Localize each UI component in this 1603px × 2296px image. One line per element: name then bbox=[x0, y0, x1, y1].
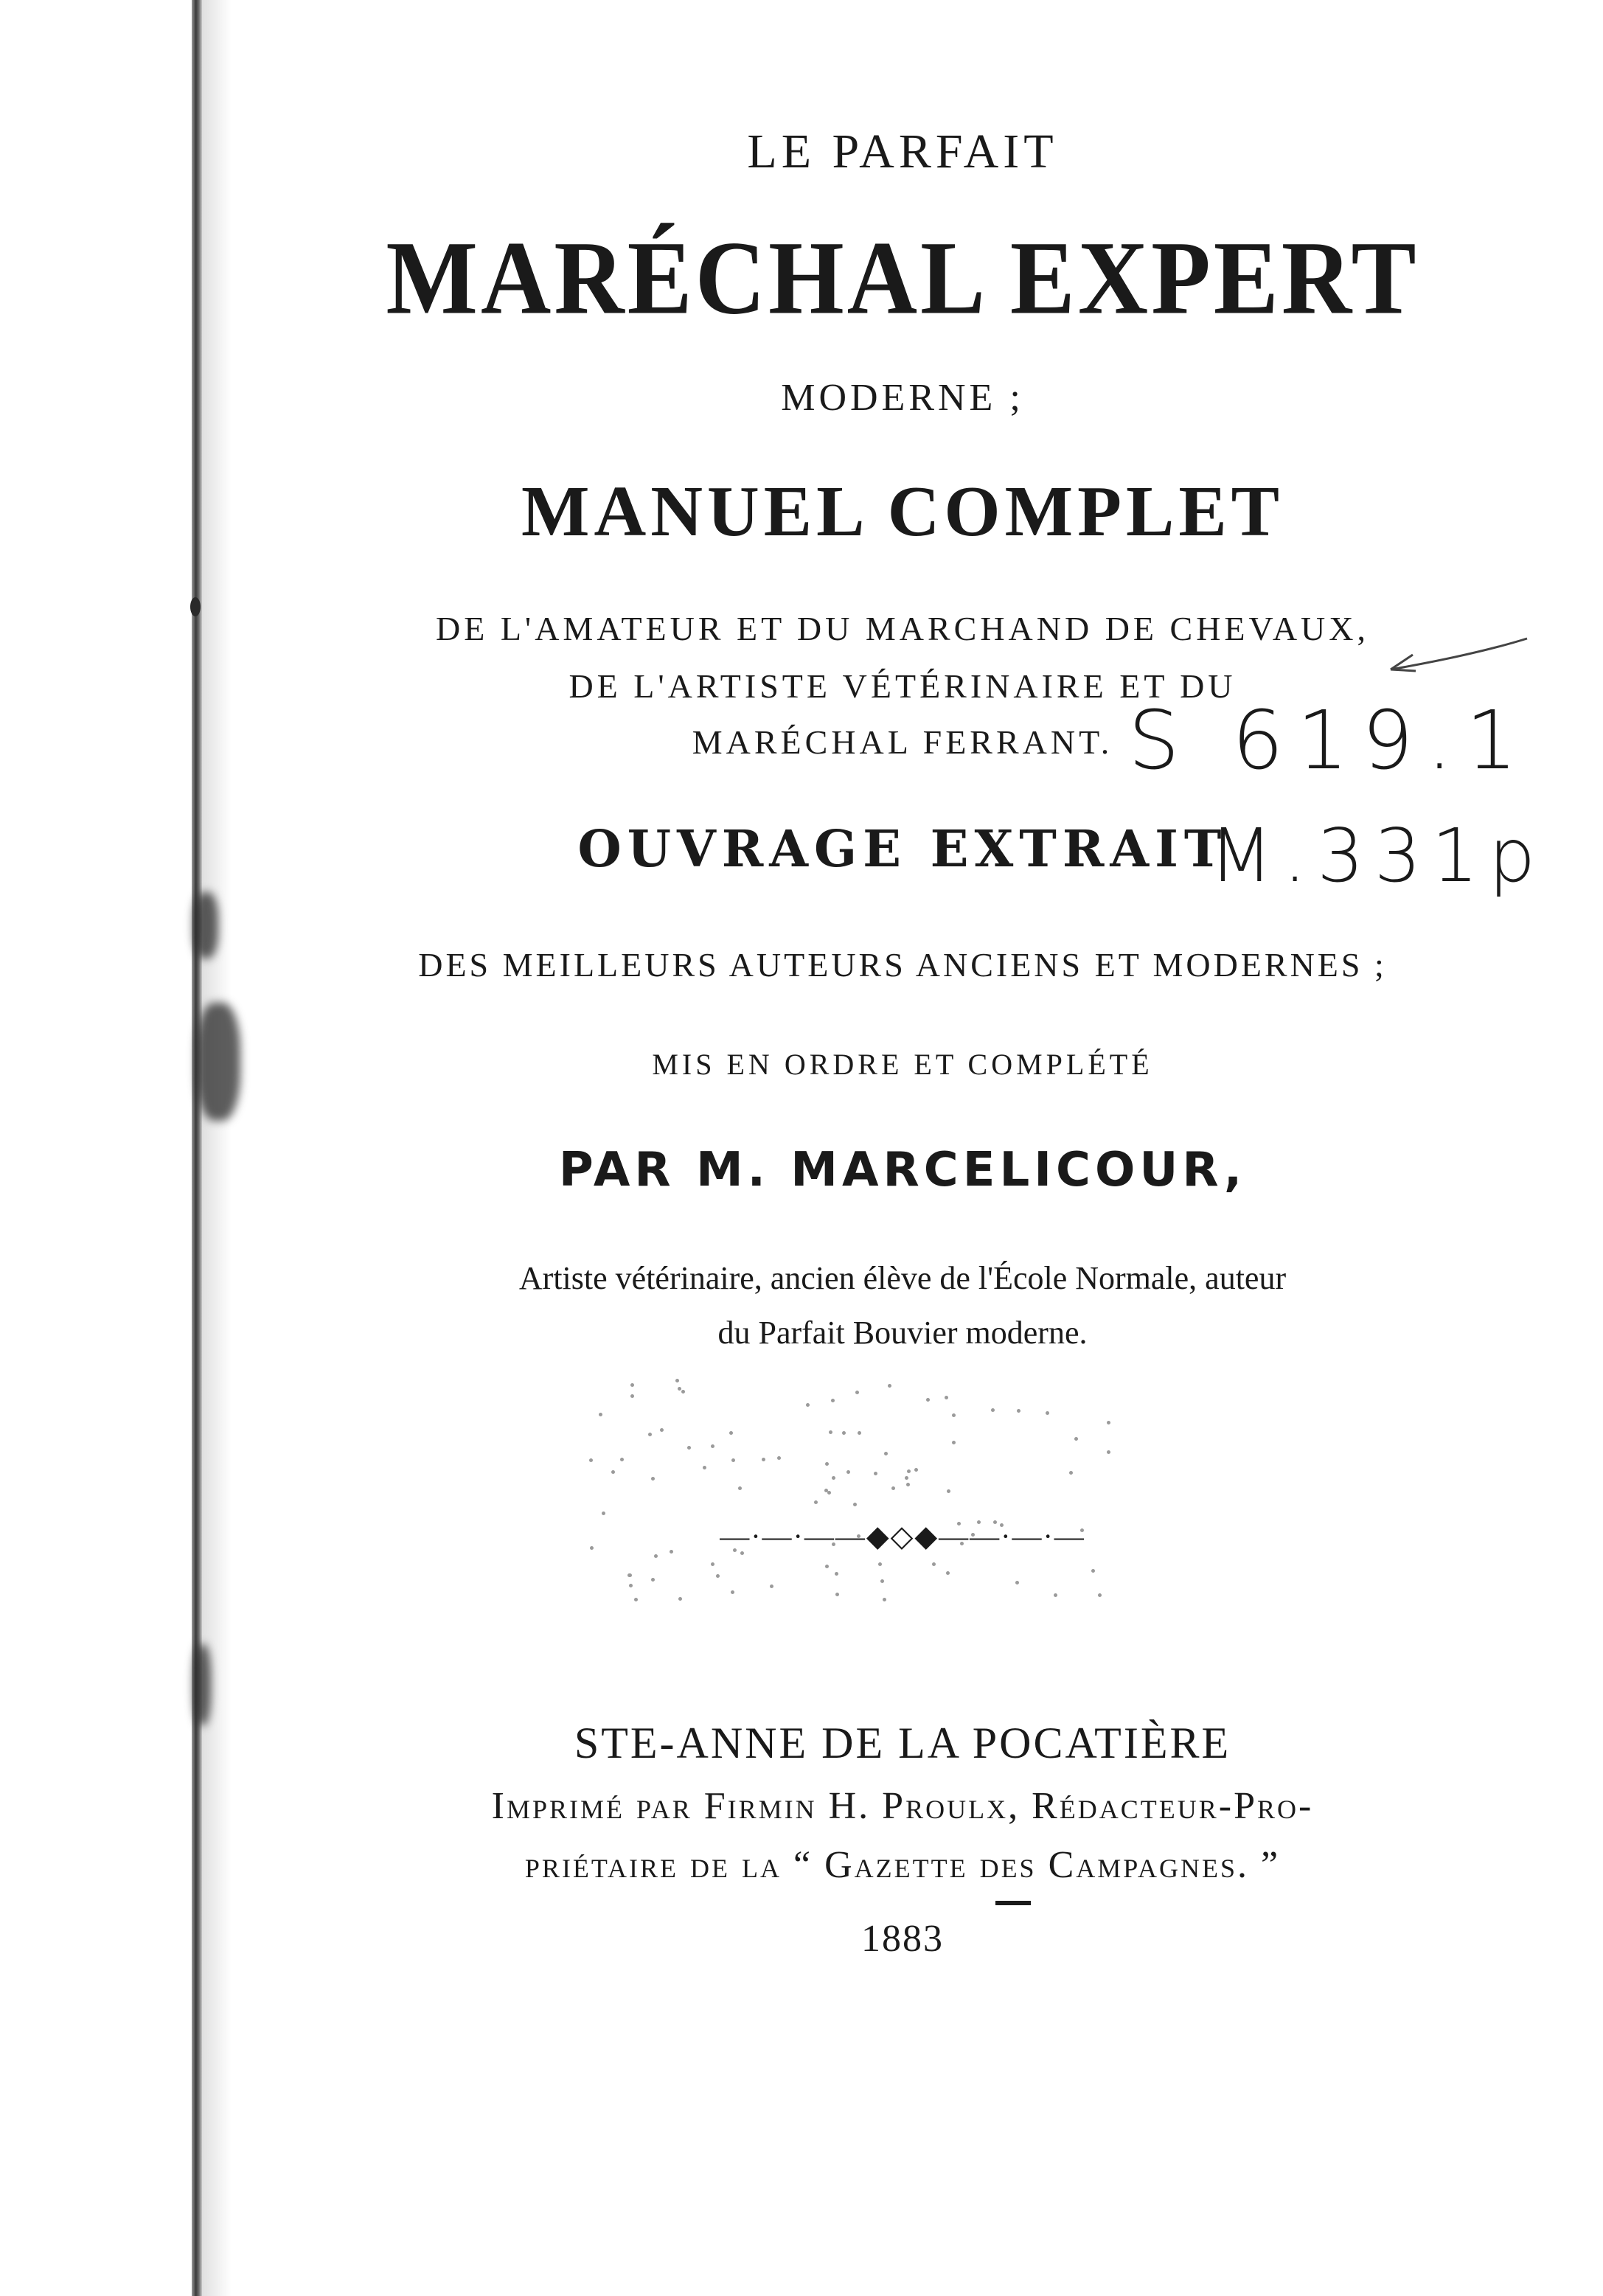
binding-fold bbox=[192, 0, 202, 2296]
perforation-dot bbox=[905, 1476, 908, 1480]
perforation-dot bbox=[907, 1469, 911, 1473]
author-credentials-1: Artiste vétérinaire, ancien élève de l'École Normale, auteur bbox=[518, 1260, 1287, 1296]
perforation-dot bbox=[946, 1571, 950, 1575]
audience-line-3: MARÉCHAL FERRANT. bbox=[692, 723, 1113, 761]
perforation-dot bbox=[952, 1413, 956, 1417]
perforation-dot bbox=[687, 1446, 691, 1450]
library-stamp-perforation bbox=[585, 1379, 1146, 1615]
perforation-dot bbox=[716, 1574, 720, 1578]
perforation-dot bbox=[883, 1598, 886, 1601]
perforation-dot bbox=[827, 1491, 831, 1495]
title-main: MARÉCHAL EXPERT bbox=[386, 219, 1419, 336]
perforation-dot bbox=[991, 1408, 995, 1412]
perforation-dot bbox=[1107, 1421, 1110, 1424]
perforation-dot bbox=[703, 1466, 706, 1469]
imprint-printer-2: priétaire de la “ Gazette des Campagnes. ” bbox=[524, 1844, 1281, 1886]
printer-ornament: —·—·——◆◇◆——·—·— bbox=[720, 1520, 1085, 1553]
perforation-dot bbox=[1091, 1569, 1095, 1573]
handwritten-call-number-2: M.331p bbox=[1209, 813, 1546, 899]
perforation-dot bbox=[599, 1413, 602, 1416]
perforation-dot bbox=[627, 1573, 631, 1577]
perforation-dot bbox=[884, 1452, 888, 1455]
perforation-dot bbox=[858, 1431, 861, 1435]
perforation-dot bbox=[945, 1396, 948, 1399]
perforation-dot bbox=[630, 1383, 634, 1387]
perforation-dot bbox=[914, 1468, 918, 1472]
perforation-dot bbox=[853, 1503, 857, 1506]
perforation-dot bbox=[824, 1489, 828, 1492]
imprint-place: STE-ANNE DE LA POCATIÈRE bbox=[574, 1719, 1231, 1767]
audience-line-2: DE L'ARTISTE VÉTÉRINAIRE ET DU bbox=[568, 667, 1237, 705]
perforation-dot bbox=[874, 1472, 877, 1475]
perforation-dot bbox=[814, 1500, 818, 1504]
perforation-dot bbox=[880, 1579, 884, 1583]
perforation-dot bbox=[878, 1562, 882, 1566]
perforation-dot bbox=[654, 1554, 658, 1558]
ink-mark bbox=[190, 597, 201, 616]
perforation-dot bbox=[806, 1403, 810, 1407]
perforation-dot bbox=[1074, 1437, 1078, 1441]
perforation-dot bbox=[648, 1433, 652, 1436]
perforation-dot bbox=[832, 1476, 835, 1480]
perforation-dot bbox=[932, 1562, 936, 1566]
title-page bbox=[202, 0, 1603, 2296]
author-line: PAR M. MARCELICOUR, bbox=[558, 1143, 1247, 1197]
perforation-dot bbox=[1098, 1593, 1102, 1597]
perforation-dot bbox=[926, 1398, 930, 1402]
perforation-dot bbox=[1054, 1593, 1057, 1597]
edited-line: MIS EN ORDRE ET COMPLÉTÉ bbox=[652, 1048, 1153, 1081]
handwritten-call-number-1: S 619.1 bbox=[1128, 693, 1531, 787]
imprint-printer-1: Imprimé par Firmin H. Proulx, Rédacteur-Pro- bbox=[491, 1785, 1314, 1827]
perforation-dot bbox=[846, 1470, 850, 1474]
perforation-dot bbox=[829, 1430, 832, 1434]
perforation-dot bbox=[681, 1390, 685, 1394]
author-credentials-2: du Parfait Bouvier moderne. bbox=[717, 1315, 1088, 1351]
perforation-dot bbox=[678, 1387, 681, 1391]
perforation-dot bbox=[620, 1458, 624, 1461]
perforation-dot bbox=[777, 1456, 781, 1460]
perforation-dot bbox=[952, 1441, 956, 1444]
perforation-dot bbox=[611, 1470, 615, 1474]
perforation-dot bbox=[731, 1590, 734, 1594]
perforation-dot bbox=[835, 1572, 838, 1576]
perforation-dot bbox=[762, 1458, 765, 1461]
perforation-dot bbox=[855, 1391, 859, 1394]
perforation-dot bbox=[678, 1597, 682, 1601]
sources-line: DES MEILLEURS AUTEURS ANCIENS ET MODERNES ; bbox=[418, 946, 1387, 984]
handwritten-arrow bbox=[1383, 633, 1531, 677]
perforation-dot bbox=[629, 1584, 633, 1587]
perforation-dot bbox=[825, 1462, 829, 1466]
imprint-rule bbox=[995, 1901, 1031, 1905]
perforation-dot bbox=[825, 1565, 829, 1568]
perforation-dot bbox=[660, 1428, 664, 1432]
audience-line-1: DE L'AMATEUR ET DU MARCHAND DE CHEVAUX, bbox=[436, 610, 1369, 647]
perforation-dot bbox=[602, 1511, 605, 1515]
perforation-dot bbox=[731, 1458, 735, 1462]
perforation-dot bbox=[711, 1562, 714, 1566]
perforation-dot bbox=[947, 1489, 950, 1493]
page-gutter bbox=[0, 0, 188, 2296]
perforation-dot bbox=[589, 1458, 593, 1462]
perforation-dot bbox=[906, 1483, 910, 1486]
perforation-dot bbox=[1015, 1581, 1019, 1584]
perforation-dot bbox=[651, 1477, 655, 1481]
perforation-dot bbox=[770, 1584, 773, 1588]
subtitle-manuel-complet: MANUEL COMPLET bbox=[521, 472, 1284, 552]
perforation-dot bbox=[888, 1384, 891, 1388]
perforation-dot bbox=[831, 1399, 835, 1402]
perforation-dot bbox=[891, 1486, 895, 1490]
perforation-dot bbox=[835, 1593, 839, 1596]
perforation-dot bbox=[675, 1379, 679, 1382]
perforation-dot bbox=[729, 1431, 733, 1435]
perforation-dot bbox=[1046, 1411, 1049, 1415]
perforation-dot bbox=[651, 1578, 655, 1582]
perforation-dot bbox=[1107, 1450, 1110, 1454]
perforation-dot bbox=[1069, 1471, 1073, 1475]
imprint-year: 1883 bbox=[861, 1918, 944, 1960]
perforation-dot bbox=[711, 1444, 714, 1448]
perforation-dot bbox=[1017, 1409, 1020, 1413]
perforation-dot bbox=[634, 1598, 638, 1601]
perforation-dot bbox=[738, 1486, 742, 1490]
perforation-dot bbox=[842, 1431, 846, 1435]
title-moderne: MODERNE ; bbox=[781, 377, 1024, 419]
title-line-le-parfait: LE PARFAIT bbox=[747, 125, 1058, 178]
perforation-dot bbox=[630, 1394, 634, 1398]
ouvrage-extrait: OUVRAGE EXTRAIT bbox=[577, 820, 1228, 879]
